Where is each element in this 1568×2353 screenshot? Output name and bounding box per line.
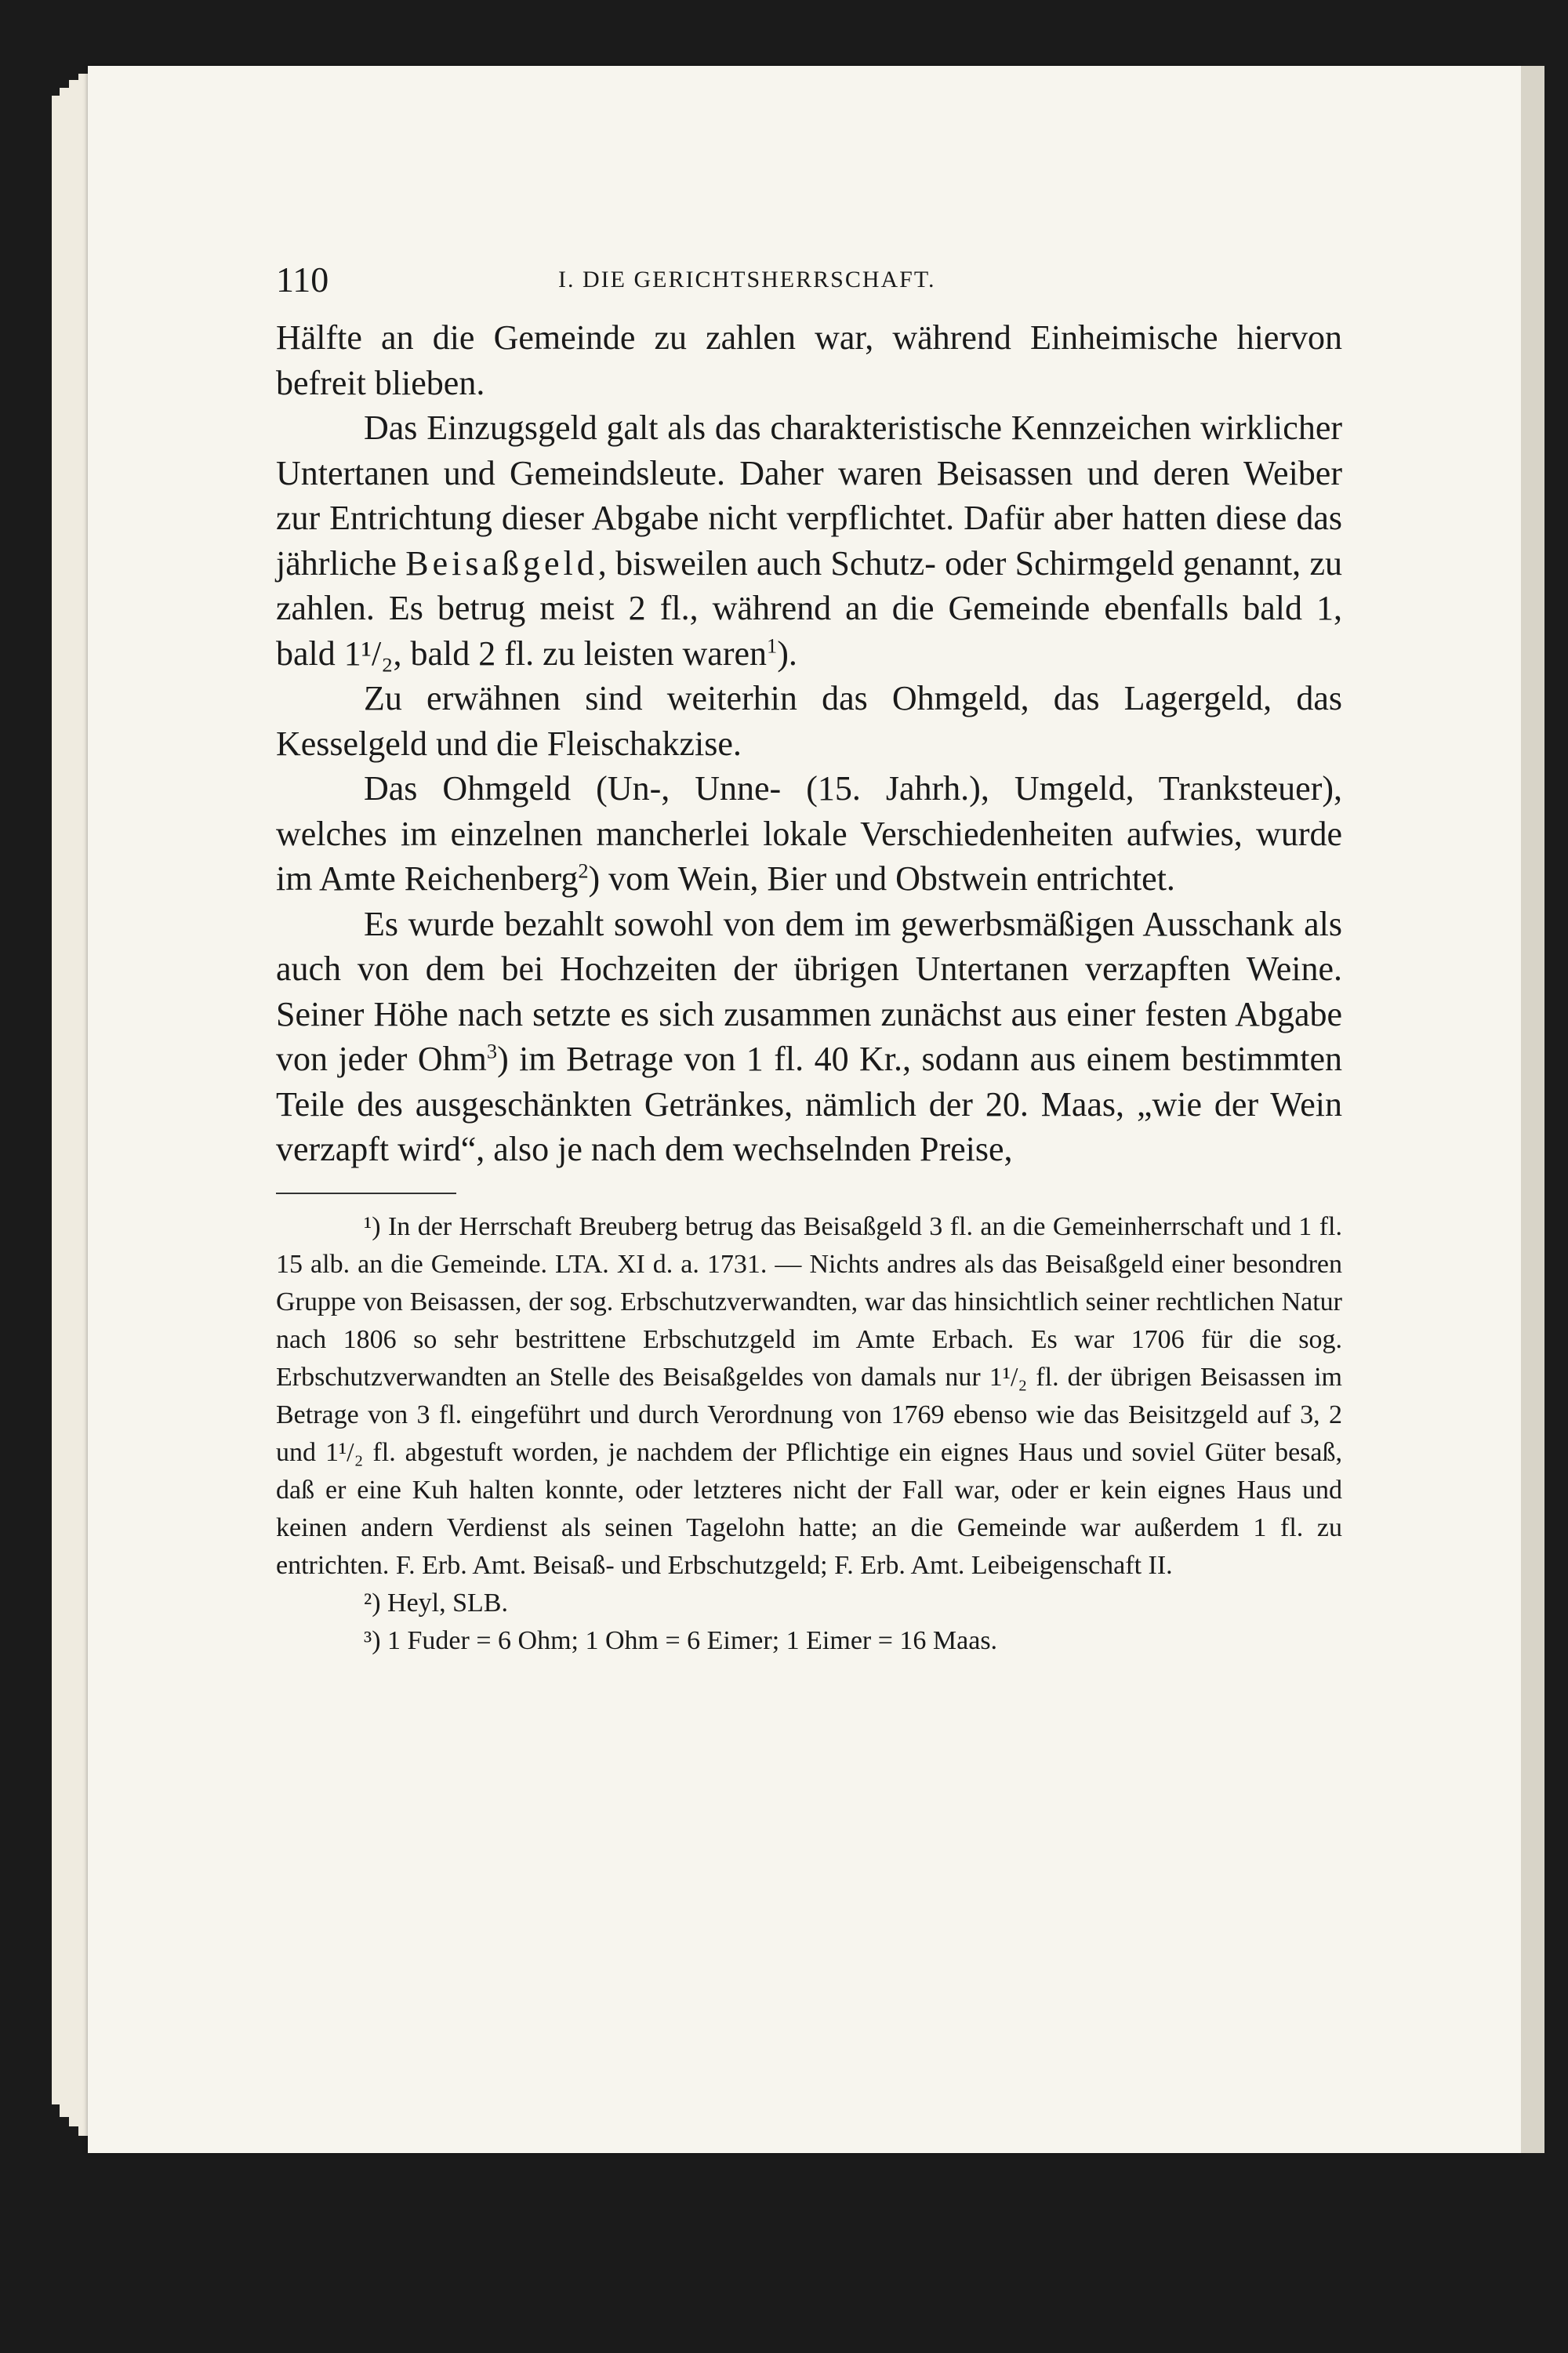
- footnote-divider: [276, 1193, 456, 1194]
- footnote-ref-3: 3: [486, 1039, 498, 1063]
- page-number: 110: [276, 260, 329, 300]
- page-header: [276, 259, 1342, 315]
- page-content: [276, 259, 1342, 1660]
- paragraph-2: Das Einzugsgeld galt als das charakteristische Kennzeichen wirklicher Untertanen und Gemeindsleute. Daher waren Beisassen und deren Weiber zur Entrichtung dieser Abgabe nicht verpflichtet. Dafür aber hatten diese das jährliche Beisaßgeld, bisweilen auch Schutz- oder Schirmgeld genannt, zu zahlen. Es betrug meist 2 fl., während an die Gemeinde ebenfalls bald 1, bald 1¹/₂, bald 2 fl. zu leisten waren$^1$).: [276, 409, 1342, 673]
- footnote-1: ¹) In der Herrschaft Breuberg betrug das Beisaßgeld 3 fl. an die Gemeinherrschaft und 1 fl. 15 alb. an die Gemeinde. LTA. XI d. a. 1731. — Nichts andres als das Beisaßgeld einer besondren Gruppe von Beisassen, der sog. Erbschutzverwandten, war das hinsichtlich seiner rechtlichen Natur nach 1806 so sehr bestrittene Erbschutzgeld im Amte Erbach. Es war 1706 für die sog. Erbschutzverwandten an Stelle des Beisaßgeldes von damals nur 1¹/₂ fl. der übrigen Beisassen im Betrage von 3 fl. eingeführt und durch Verordnung von 1769 ebenso wie das Beisitzgeld auf 3, 2 und 1¹/₂ fl. abgestuft worden, je nachdem der Pflichtige ein eignes Haus und soviel Güter besaß, daß er eine Kuh halten konnte, oder letzteres nicht der Fall war, oder er kein eignes Haus und keinen andern Verdienst als seinen Tagelohn hatte; an die Gemeinde war außerdem 1 fl. zu entrichten. F. Erb. Amt. Beisaß- und Erbschutzgeld; F. Erb. Amt. Leibeigenschaft II.: [276, 1211, 1342, 1580]
- footnote-3: ³) 1 Fuder = 6 Ohm; 1 Ohm = 6 Eimer; 1 Eimer = 16 Maas.: [364, 1625, 998, 1655]
- footnote-2: ²) Heyl, SLB.: [364, 1588, 508, 1618]
- spaced-term: Beisaßgeld: [405, 543, 598, 583]
- paragraph-1: Hälfte an die Gemeinde zu zahlen war, während Einheimische hiervon befreit blieben.: [276, 318, 1342, 402]
- body-text: [276, 315, 1342, 1172]
- footnote-ref-1: 1: [767, 633, 778, 657]
- footnotes: [276, 1208, 1342, 1660]
- next-page-edge: [1521, 66, 1544, 2153]
- footnote-ref-2: 2: [578, 859, 589, 883]
- paragraph-4: Das Ohmgeld (Un-, Unne- (15. Jahrh.), Umgeld, Tranksteuer), welches im einzelnen mancherlei lokale Verschiedenheiten aufwies, wurde im Amte Reichenberg$^2$) vom Wein, Bier und Obstwein entrichtet.: [276, 769, 1342, 898]
- running-title: I. DIE GERICHTSHERRSCHAFT.: [558, 267, 936, 292]
- paragraph-5: Es wurde bezahlt sowohl von dem im gewerbsmäßigen Ausschank als auch von dem bei Hochzeiten der übrigen Untertanen verzapften Weine. Seiner Höhe nach setzte es sich zusammen zunächst aus einer festen Abgabe von jeder Ohm$^3$) im Betrage von 1 fl. 40 Kr., sodann aus einem bestimmten Teile des ausgeschänkten Getränkes, nämlich der 20. Maas, „wie der Wein verzapft wird“, also je nach dem wechselnden Preise,: [276, 904, 1342, 1168]
- paragraph-3: Zu erwähnen sind weiterhin das Ohmgeld, das Lagergeld, das Kesselgeld und die Fleischakzise.: [276, 679, 1342, 763]
